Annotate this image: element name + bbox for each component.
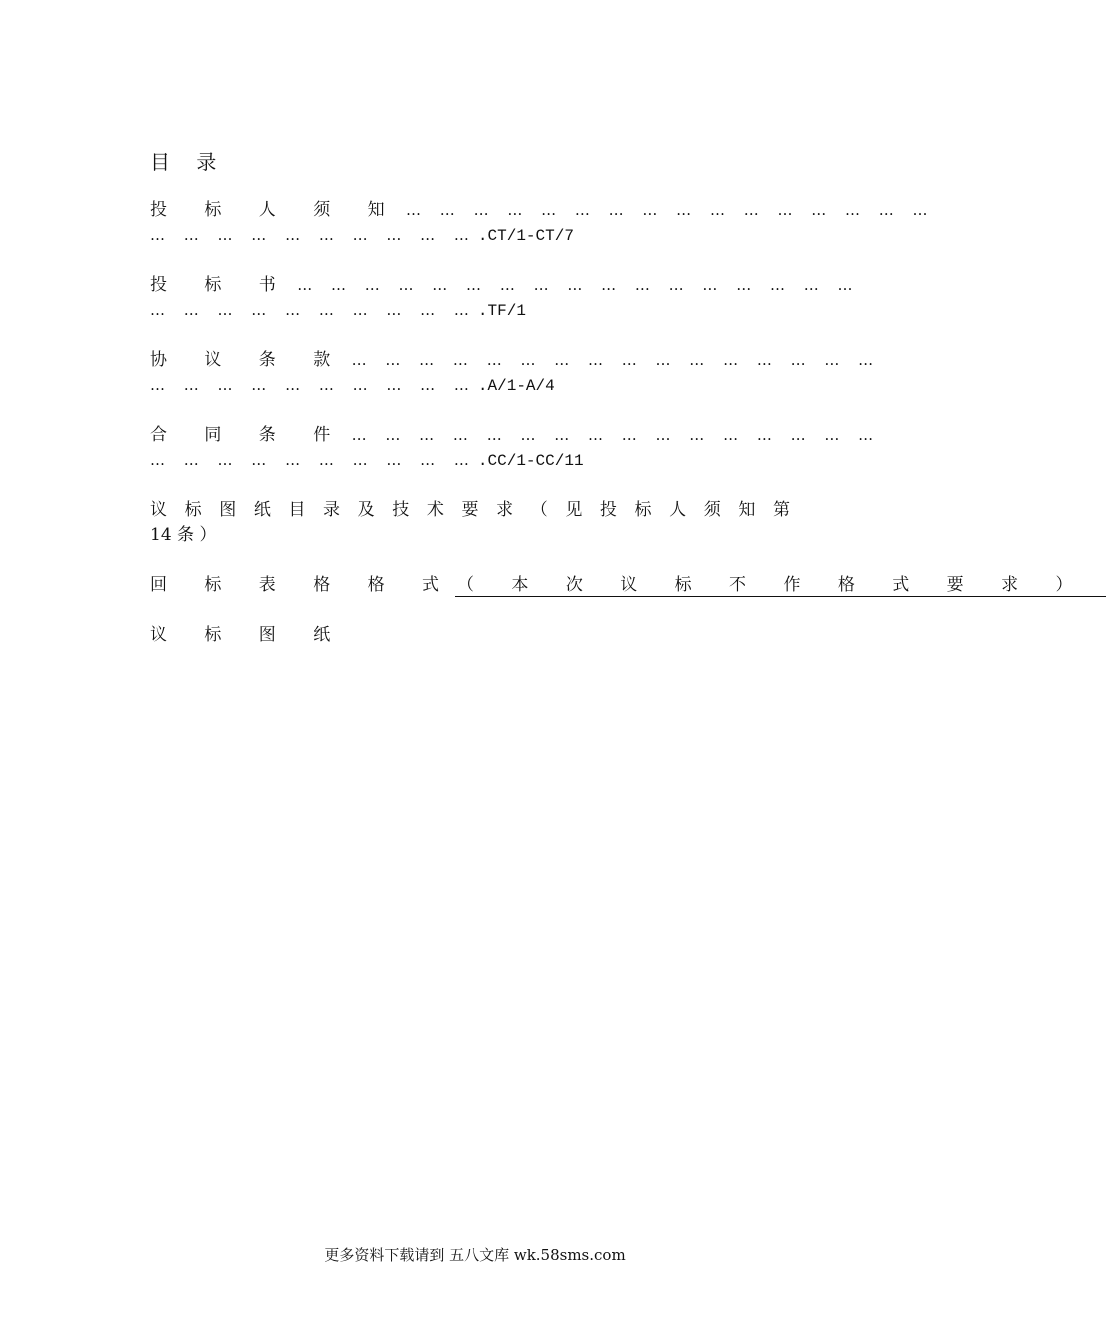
toc-entry-line xyxy=(150,573,1089,598)
toc-entry-contract-conditions xyxy=(150,423,881,473)
toc-entry-line xyxy=(150,273,860,298)
toc-leader-dots: … … … … … … … … … … xyxy=(150,376,476,394)
toc-entry-line xyxy=(150,373,790,398)
toc-leader-dots: … … … … … … … … … … xyxy=(150,451,476,469)
toc-entry-line xyxy=(150,448,790,473)
toc-page-ref: .A/1-A/4 xyxy=(477,377,555,395)
toc-entry-drawings xyxy=(150,623,790,648)
toc-title: 目 录 xyxy=(150,150,227,174)
toc-entry-line xyxy=(150,298,790,323)
toc-page-ref: .CT/1-CT/7 xyxy=(477,227,574,245)
toc-leader-dots: … … … … … … … … … … xyxy=(150,226,476,244)
toc-entry-return-forms xyxy=(150,573,1089,598)
toc-entry-line xyxy=(150,223,790,248)
toc-entry-note: （ 本 次 议 标 不 作 格 式 要 求 ） xyxy=(455,575,1106,597)
toc-entry-line xyxy=(150,198,935,223)
toc-entry-line xyxy=(150,348,881,373)
toc-entry-line: 议 标 图 纸 目 录 及 技 术 要 求 （ 见 投 标 人 须 知 第 xyxy=(150,500,790,520)
toc-entry-title: 议 标 图 纸 xyxy=(150,625,347,645)
toc-leader-dots: … … … … … … … … … … … … … … … … xyxy=(351,426,881,444)
toc-entry-line xyxy=(150,423,881,448)
toc-entry-title: 回 标 表 格 格 式 xyxy=(150,575,456,595)
toc-entry-title: 投 标 人 须 知 xyxy=(150,200,401,220)
toc-leader-dots: … … … … … … … … … … … … … … … … … xyxy=(297,276,860,294)
toc-entry-title: 合 同 条 件 xyxy=(150,425,347,445)
toc-leader-dots: … … … … … … … … … … … … … … … … xyxy=(406,201,935,219)
toc-page-ref: .CC/1-CC/11 xyxy=(477,452,584,470)
toc-entry-bidder-instructions xyxy=(150,198,935,248)
toc-entry-drawings-list xyxy=(150,498,790,548)
toc-entry-title: 协 议 条 款 xyxy=(150,350,347,370)
toc-entry-line: 14 条 ） xyxy=(150,525,217,545)
toc-entry-title: 投 标 书 xyxy=(150,275,292,295)
toc-page-ref: .TF/1 xyxy=(477,302,526,320)
toc-leader-dots: … … … … … … … … … … … … … … … … xyxy=(351,351,881,369)
toc-leader-dots: … … … … … … … … … … xyxy=(150,301,476,319)
toc-entry-tender-form xyxy=(150,273,860,323)
toc-entry-agreement-terms xyxy=(150,348,881,398)
footer-text: 更多资料下载请到 五八文库 wk.58sms.com xyxy=(324,1246,626,1264)
